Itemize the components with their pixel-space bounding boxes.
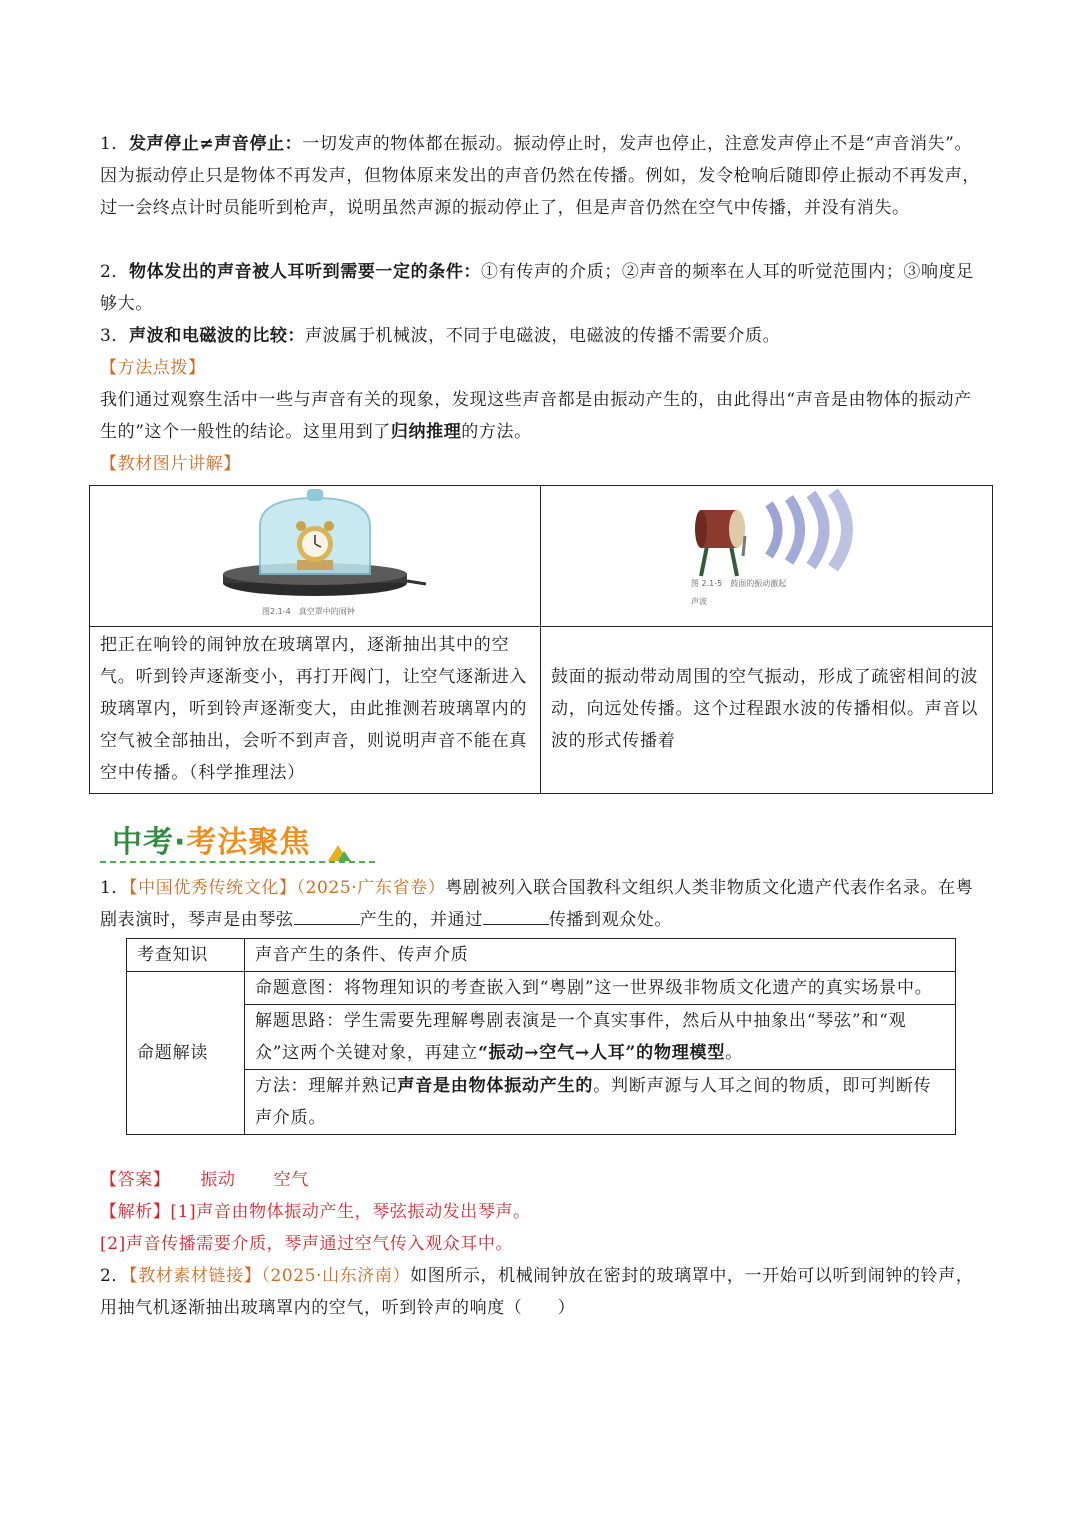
banner-dot: · (174, 825, 187, 860)
q2-source: （2025·山东济南） (261, 1266, 411, 1286)
knowledge-value: 声音产生的条件、传声介质 (245, 939, 956, 972)
q1-source: （2025·广东省卷） (296, 878, 446, 898)
point-3-text: 声波属于机械波，不同于电磁波，电磁波的传播不需要介质。 (305, 326, 781, 346)
bell-jar-caption: 图2.1-4 真空罩中的闹钟 (262, 607, 355, 616)
analysis-table (126, 938, 956, 1135)
method-cell-before: 方法：理解并熟记 (255, 1076, 398, 1096)
point-3-heading: 声波和电磁波的比较： (129, 326, 306, 346)
point-1-heading: 发声停止≠声音停止： (129, 134, 303, 154)
drum-sound-wave-image (541, 486, 993, 622)
point-2-text: ①有传声的介质；②声音的频率在人耳的听觉范围内；③响度足够大。 (100, 262, 974, 314)
bell-jar-image-cell (90, 486, 541, 627)
knowledge-label: 考查知识 (127, 939, 245, 972)
drum-caption-line-2: 声波 (691, 597, 707, 606)
point-1 (100, 128, 984, 224)
bell-jar-clock-image (90, 486, 541, 622)
method-heading: 【方法点拨】 (100, 358, 206, 378)
intent-cell: 命题意图：将物理知识的考查嵌入到“粤剧”这一世界级非物质文化遗产的真实场景中。 (245, 972, 956, 1005)
exam-focus-banner (100, 815, 380, 865)
answer-2: 空气 (273, 1170, 309, 1190)
idea-text-after: 。 (725, 1043, 743, 1063)
q2-text: 如图所示，机械闹钟放在密封的玻璃罩中，一开始可以听到闹钟的铃声，用抽气机逐渐抽出玻璃罩内的空气，听到铃声的响度（ ） (100, 1266, 974, 1318)
q1-text-b: 产生的，并通过 (359, 910, 483, 930)
answer-1: 振动 (200, 1170, 236, 1190)
banner-underline (100, 861, 375, 863)
answer-label: 【答案】 (100, 1170, 171, 1190)
drum-explanation: 鼓面的振动带动周围的空气振动，形成了疏密相间的波动，向远处传播。这个过程跟水波的传播相似。声音以波的形式传播着 (541, 627, 993, 794)
method-paragraph (100, 384, 984, 448)
point-1-number: 1． (100, 134, 130, 154)
drum-caption-line-1: 图 2.1-5 鼓面的振动激起 (691, 579, 787, 588)
banner-part-1: 中考 (112, 825, 174, 860)
method-text-before: 我们通过观察生活中一些与声音有关的现象，发现这些声音都是由振动产生的，由此得出“声音是由物体的振动产生的”这个一般性的结论。这里用到了 (100, 390, 972, 442)
q1-number: 1． (100, 878, 130, 898)
point-2-number: 2． (100, 262, 130, 282)
point-2-heading: 物体发出的声音被人耳听到需要一定的条件： (129, 262, 482, 282)
idea-text-before: 解题思路：学生需要先理解粤剧表演是一个真实事件，然后从中抽象出“琴弦”和“观众”这两个关键对象，再建立 (255, 1011, 907, 1063)
point-1-text: 一切发声的物体都在振动。振动停止时，发声也停止，注意发声停止不是“声音消失”。因为振动停止只是物体不再发声，但物体原来发出的声音仍然在传播。例如，发令枪响后随即停止振动不再发声，过一会终点计时员能听到枪声，说明虽然声源的振动停止了，但是声音仍然在空气中传播，并没有消失。 (100, 134, 980, 218)
idea-bold: “振动→空气→人耳”的物理模型 (478, 1043, 726, 1063)
bell-jar-explanation: 把正在响铃的闹钟放在玻璃罩内，逐渐抽出其中的空气。听到铃声逐渐变小，再打开阀门，让空气逐渐进入玻璃罩内，听到铃声逐渐变大，由此推测若玻璃罩内的空气被全部抽出，会听不到声音，则说明声音不能在真空中传播。（科学推理法） (90, 627, 541, 794)
analysis-line-1: [1]声音由物体振动产生，琴弦振动发出琴声。 (170, 1202, 531, 1222)
point-2 (100, 256, 984, 320)
q1-analysis-1 (100, 1196, 984, 1228)
drum-image-cell (541, 486, 993, 627)
q2-number: 2． (100, 1266, 130, 1286)
idea-cell (245, 1005, 956, 1070)
mountain-icon (326, 841, 352, 861)
textbook-table (89, 485, 993, 794)
q1-text-c: 传播到观众处。 (548, 910, 673, 930)
q1-blank-1[interactable] (294, 906, 360, 925)
method-cell-bold: 声音是由物体振动产生的 (397, 1076, 594, 1096)
point-3 (100, 320, 984, 352)
q1-answer (100, 1164, 984, 1196)
method-cell-after: 。判断声源与人耳之间的物质，即可判断传声介质。 (255, 1076, 932, 1128)
textbook-heading: 【教材图片讲解】 (100, 454, 241, 474)
q1-blank-2[interactable] (483, 906, 549, 925)
method-cell (245, 1070, 956, 1135)
banner-part-2: 考法聚焦 (186, 825, 311, 860)
method-text-after: 的方法。 (461, 422, 532, 442)
q1-text-a: 粤剧被列入联合国教科文组织人类非物质文化遗产代表作名录。在粤剧表演时，琴声是由琴弦 (100, 878, 974, 930)
question-1 (100, 872, 984, 936)
point-3-number: 3． (100, 326, 130, 346)
q2-tag: 【教材素材链接】 (129, 1266, 262, 1286)
q1-analysis-2: [2]声音传播需要介质，琴声通过空气传入观众耳中。 (100, 1234, 514, 1254)
q1-tag: 【中国优秀传统文化】 (129, 878, 297, 898)
interpretation-label: 命题解读 (127, 972, 245, 1135)
analysis-label: 【解析】 (100, 1202, 171, 1222)
question-2 (100, 1260, 984, 1324)
method-bold: 归纳推理 (390, 422, 462, 442)
